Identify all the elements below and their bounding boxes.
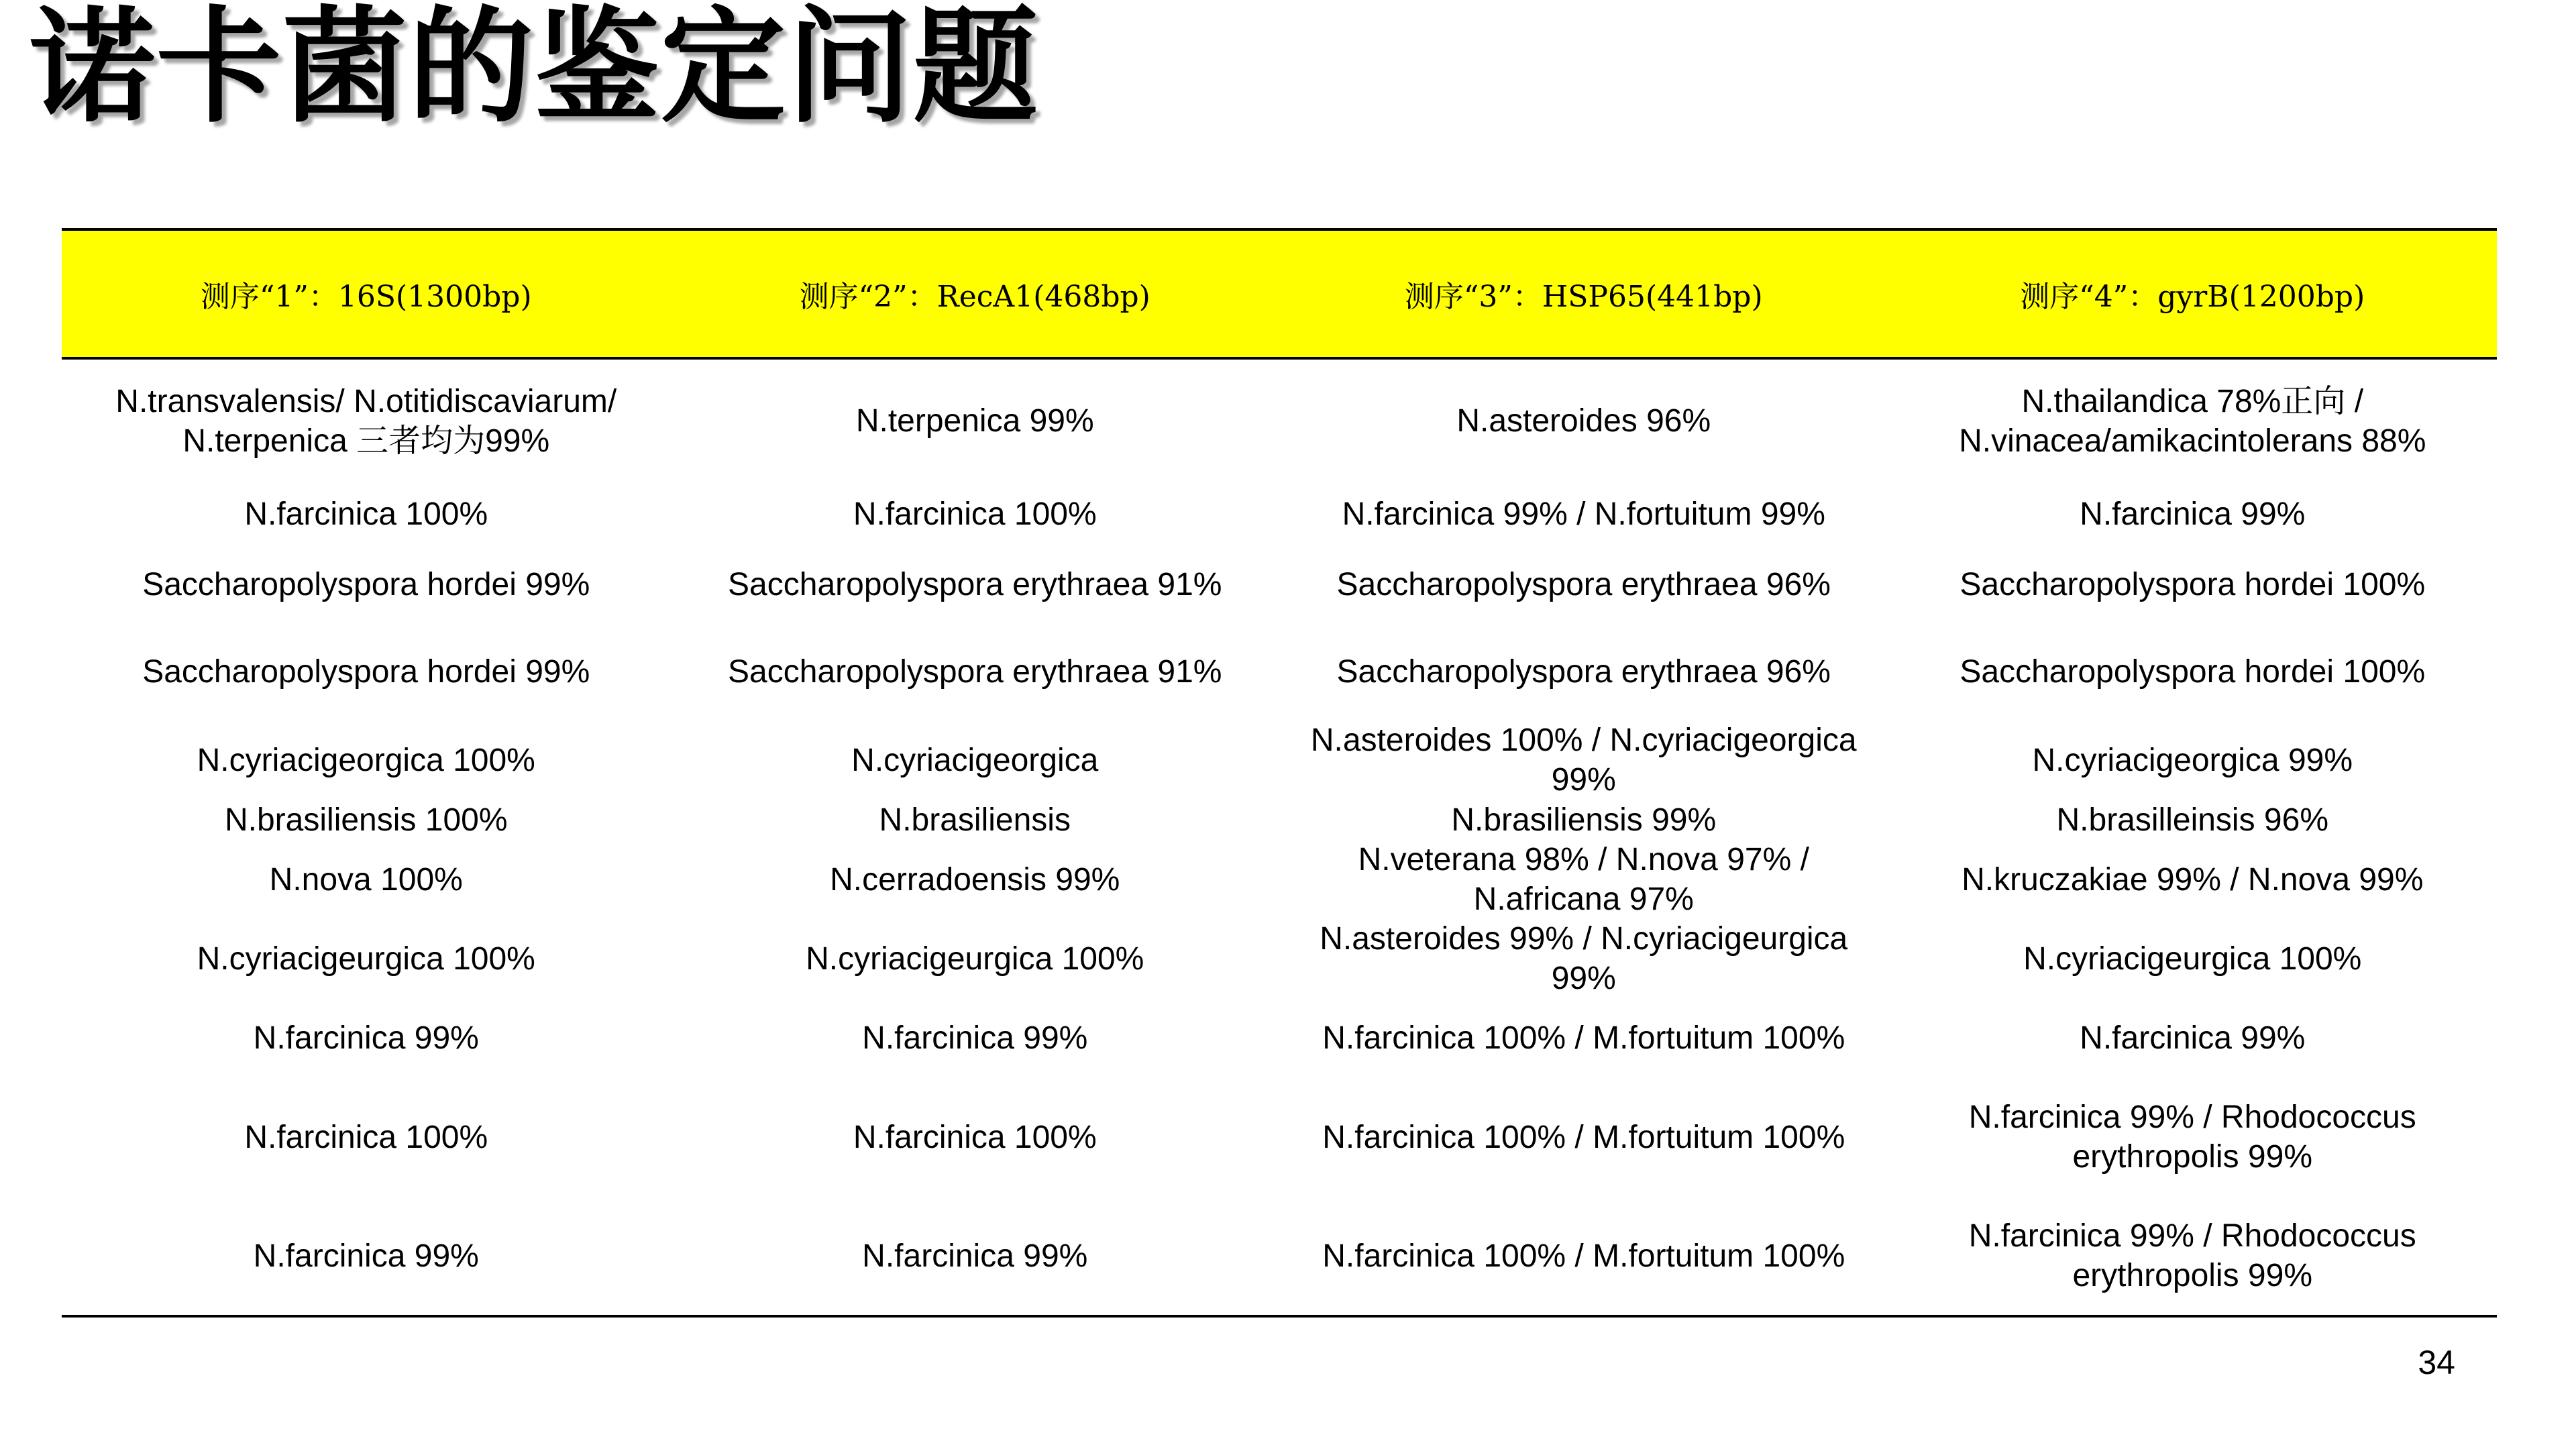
table-cell: N.cyriacigeurgica 100% (2023, 941, 2362, 977)
table-row (62, 482, 2497, 546)
table-cell: Saccharopolyspora hordei 100% (1960, 654, 2426, 690)
table-cell: Saccharopolyspora erythraea 96% (1336, 567, 1831, 602)
table-cell: Saccharopolyspora erythraea 91% (728, 567, 1222, 602)
table-cell: N.brasiliensis 99% (1451, 802, 1717, 838)
table-cell: N.cyriacigeurgica 100% (806, 941, 1144, 977)
table-row (62, 720, 2497, 800)
header-cell-sequencing-3: 测序“3”：HSP65(441bp) (1279, 229, 1888, 358)
table-cell: N.farcinica 100% (244, 496, 488, 532)
table-cell: N.farcinica 100% (244, 1119, 488, 1155)
table-row (62, 998, 2497, 1077)
table-cell: N.farcinica 99% (253, 1020, 479, 1056)
table-cell: N.asteroides 100% / N.cyriacigeorgica 99% (1310, 722, 1857, 798)
table-row (62, 358, 2497, 482)
table-cell: N.brasilleinsis 96% (2056, 802, 2328, 838)
table-cell: Saccharopolyspora erythraea 96% (1336, 654, 1831, 690)
table-row (62, 1077, 2497, 1197)
table-cell: N.terpenica 99% (855, 403, 1094, 439)
table-row (62, 623, 2497, 720)
table-cell: N.cyriacigeurgica 100% (197, 941, 535, 977)
table-cell: N.farcinica 99% (2080, 1020, 2306, 1056)
table-cell: N.farcinica 100% / M.fortuitum 100% (1279, 1197, 1888, 1316)
table-cell: N.asteroides 99% / N.cyriacigeurgica 99% (1320, 921, 1848, 996)
table-row (62, 1197, 2497, 1316)
table-cell: N.transvalensis/ N.otitidiscaviarum/ N.terpenica 三者均为99% (115, 383, 617, 459)
table-cell: N.farcinica 100% (853, 1119, 1097, 1155)
table-cell: N.nova 100% (269, 861, 463, 898)
page-number: 34 (2418, 1344, 2455, 1381)
table-cell: N.farcinica 100% / M.fortuitum 100% (1322, 1119, 1845, 1155)
table-cell: N.farcinica 99% (862, 1020, 1088, 1056)
table-cell: Saccharopolyspora erythraea 91% (728, 654, 1222, 690)
table-row (62, 800, 2497, 840)
table-cell: N.farcinica 99% / N.fortuitum 99% (1342, 496, 1825, 532)
table-cell: N.farcinica 100% / M.fortuitum 100% (1322, 1020, 1845, 1056)
table-cell: N.thailandica 78%正向 / N.vinacea/amikacintolerans 88% (1959, 383, 2426, 459)
table-cell: N.farcinica 99% (62, 1197, 671, 1316)
table-cell: Saccharopolyspora hordei 100% (1960, 567, 2426, 602)
sequencing-table-container (62, 228, 2497, 1318)
table-cell: N.farcinica 99% / Rhodococcus erythropolis 99% (1968, 1099, 2416, 1175)
table-header-row (62, 229, 2497, 358)
table-row (62, 546, 2497, 623)
table-cell: N.kruczakiae 99% / N.nova 99% (1962, 861, 2424, 898)
table-cell: N.farcinica 99% (2080, 496, 2306, 532)
table-cell: Saccharopolyspora hordei 99% (142, 654, 590, 690)
table-cell: N.cerradoensis 99% (830, 861, 1120, 898)
table-cell: N.farcinica 100% (853, 496, 1097, 532)
sequencing-table (62, 228, 2497, 1318)
table-row (62, 840, 2497, 919)
table-cell: N.cyriacigeorgica 99% (2032, 742, 2353, 778)
table-cell: N.cyriacigeorgica 100% (197, 742, 535, 778)
header-cell-sequencing-2: 测序“2”：RecA1(468bp) (671, 229, 1280, 358)
table-cell: Saccharopolyspora hordei 99% (142, 567, 590, 602)
table-cell: N.farcinica 99% (671, 1197, 1280, 1316)
table-cell: N.asteroides 96% (1456, 403, 1711, 439)
table-cell: N.farcinica 99% / Rhodococcus erythropolis 99% (1888, 1197, 2498, 1316)
header-cell-sequencing-1: 测序“1”：16S(1300bp) (62, 229, 671, 358)
table-cell: N.brasiliensis (879, 802, 1071, 838)
header-cell-sequencing-4: 测序“4”：gyrB(1200bp) (1888, 229, 2498, 358)
slide-title: 诺卡菌的鉴定问题 (30, 0, 1040, 140)
table-cell: N.veterana 98% / N.nova 97% / N.africana 97% (1358, 842, 1809, 917)
table-cell: N.cyriacigeorgica (851, 742, 1099, 778)
table-cell: N.brasiliensis 100% (224, 802, 508, 838)
table-row (62, 919, 2497, 998)
